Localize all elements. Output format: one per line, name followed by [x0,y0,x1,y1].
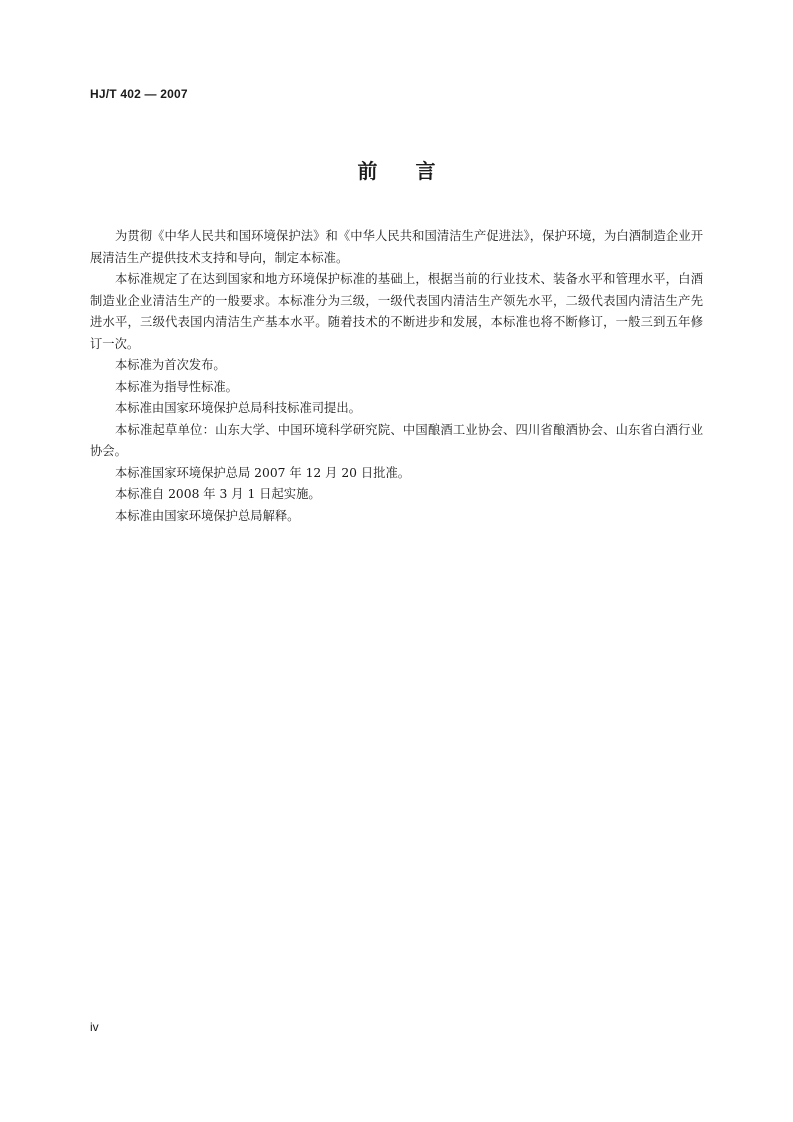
paragraph-guidance: 本标准为指导性标准。 [115,379,238,394]
standard-number: HJ/T 402 — 2007 [90,87,188,101]
paragraph-drafting-units: 本标准起草单位：山东大学、中国环境科学研究院、中国酿酒工业协会、四川省酿酒协会、山东省白酒行业协会。 [90,422,703,458]
paragraph-interpretation: 本标准由国家环境保护总局解释。 [115,508,300,523]
page-number: iv [90,1020,99,1034]
paragraph-scope: 本标准规定了在达到国家和地方环境保护标准的基础上，根据当前的行业技术、装备水平和管理水平，白酒制造业企业清洁生产的一般要求。本标准分为三级，一级代表国内清洁生产领先水平，二级代表国内清洁生产先进水平，三级代表国内清洁生产基本水平。随着技术的不断进步和发展，本标准也将不断修订，一般三到五年修订一次。 [90,272,703,351]
foreword-body [90,226,703,527]
page-title: 前言 [357,159,474,183]
paragraph-first-release: 本标准为首次发布。 [115,358,226,372]
paragraph-approval: 本标准国家环境保护总局 2007 年 12 月 20 日批准。 [115,465,411,480]
paragraph-proposed-by: 本标准由国家环境保护总局科技标准司提出。 [115,401,361,415]
paragraph-purpose: 为贯彻《中华人民共和国环境保护法》和《中华人民共和国清洁生产促进法》，保护环境，为白酒制造企业开展清洁生产提供技术支持和导向，制定本标准。 [90,229,703,265]
paragraph-effective-date: 本标准自 2008 年 3 月 1 日起实施。 [115,487,321,501]
